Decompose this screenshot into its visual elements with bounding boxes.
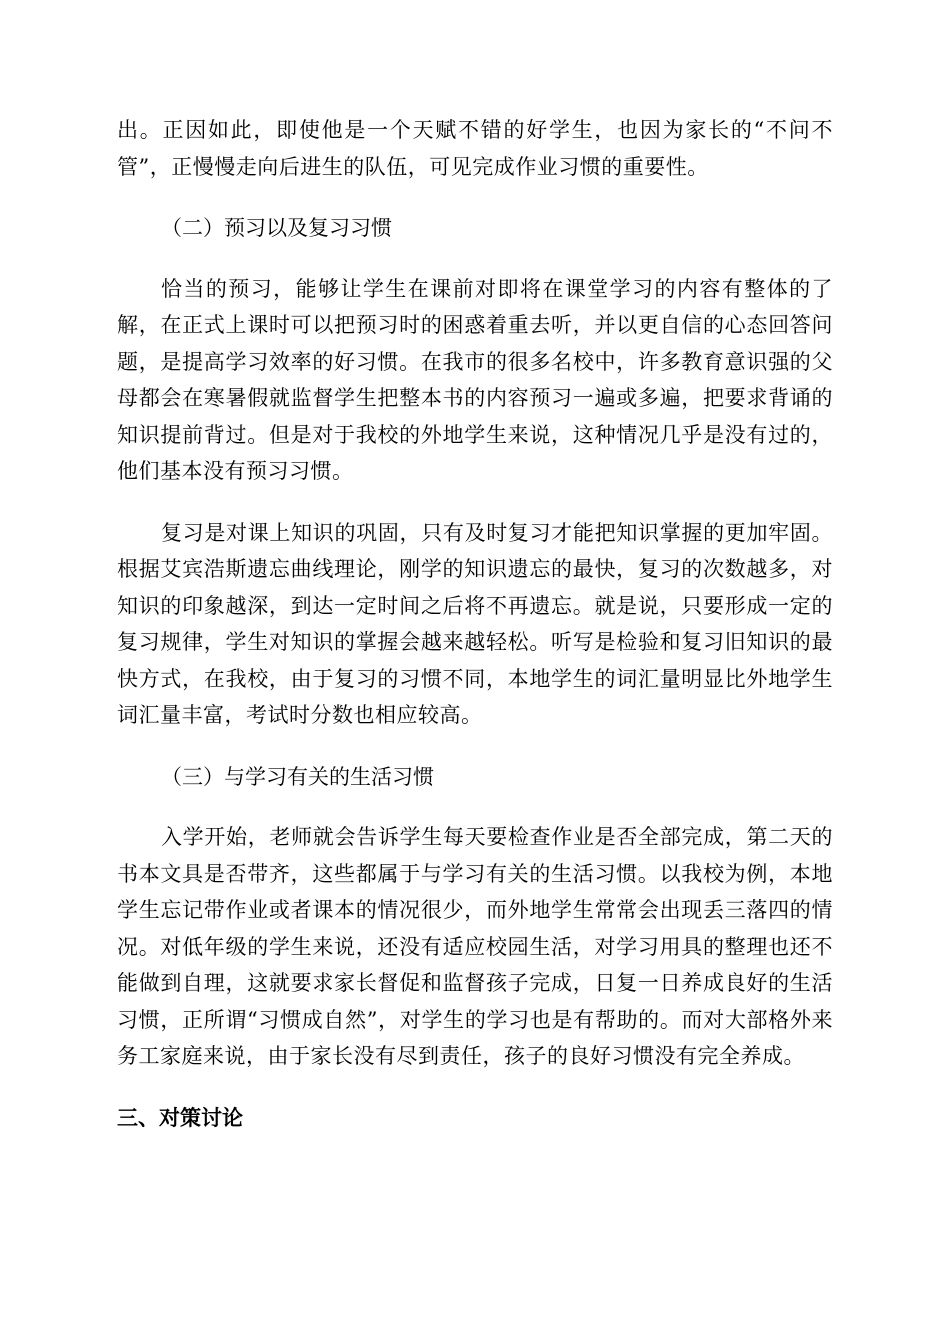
document-page [117, 112, 833, 1136]
subheading-life-habits: （三）与学习有关的生活习惯 [161, 764, 434, 789]
subheading-preview-review-habits: （二）预习以及复习习惯 [161, 216, 392, 240]
paragraph-life-habits: 入学开始，老师就会告诉学生每天要检查作业是否全部完成，第二天的书本文具是否带齐，这些都属于与学习有关的生活习惯。以我校为例，本地学生忘记带作业或者课本的情况很少，而外地学生常常会出现丢三落四的情况。对低年级的学生来说，还没有适应校园生活，对学习用具的整理也还不能做到自理，这就要求家长督促和监督孩子完成，日复一日养成良好的生活习惯，正所谓“习惯成自然”，对学生的学习也是有帮助的。而对大部格外来务工家庭来说，由于家长没有尽到责任，孩子的良好习惯没有完全养成。 [117, 825, 833, 1068]
paragraph-preview-habit: 恰当的预习，能够让学生在课前对即将在课堂学习的内容有整体的了解，在正式上课时可以把预习时的困惑着重去听，并以更自信的心态回答问题，是提高学习效率的好习惯。在我市的很多名校中，许多教育意识强的父母都会在寒暑假就监督学生把整本书的内容预习一遍或多遍，把要求背诵的知识提前背过。但是对于我校的外地学生来说，这种情况几乎是没有过的，他们基本没有预习习惯。 [117, 276, 833, 483]
section-title-countermeasures: 三、对策讨论 [117, 1105, 243, 1130]
paragraph-homework-continuation: 出。正因如此，即使他是一个天赋不错的好学生，也因为家长的“不问不管”，正慢慢走向后进生的队伍，可见完成作业习惯的重要性。 [117, 118, 833, 179]
paragraph-review-habit: 复习是对课上知识的巩固，只有及时复习才能把知识掌握的更加牢固。根据艾宾浩斯遗忘曲线理论，刚学的知识遗忘的最快，复习的次数越多，对知识的印象越深，到达一定时间之后将不再遗忘。就是说，只要形成一定的复习规律，学生对知识的掌握会越来越轻松。听写是检验和复习旧知识的最快方式，在我校，由于复习的习惯不同，本地学生的词汇量明显比外地学生词汇量丰富，考试时分数也相应较高。 [117, 520, 833, 727]
